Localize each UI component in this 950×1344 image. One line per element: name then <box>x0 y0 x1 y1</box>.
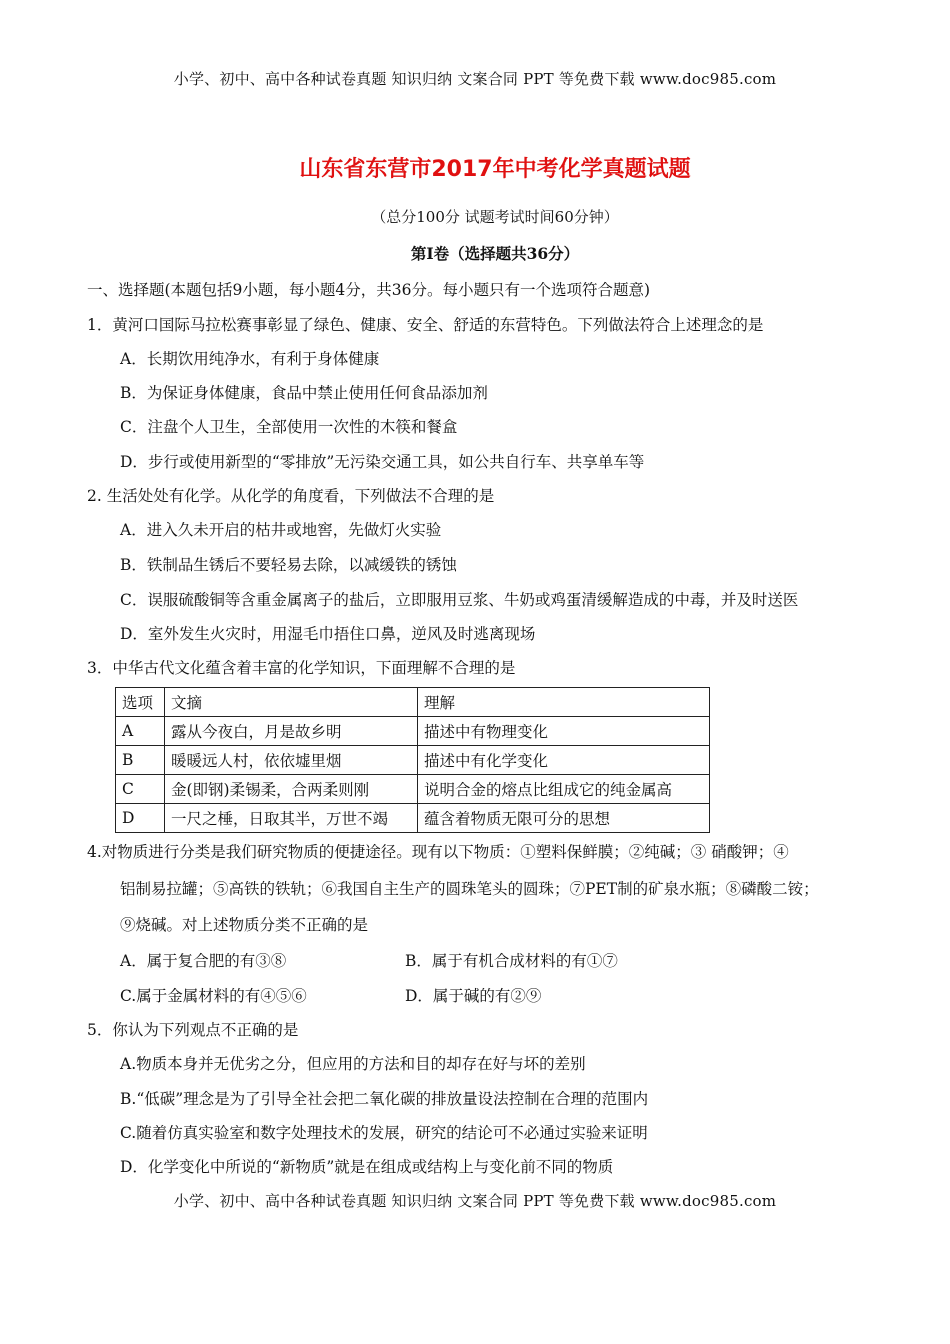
q2-option-a: A．进入久未开启的枯井或地窖，先做灯火实验 <box>120 521 442 539</box>
q3-table <box>115 687 710 833</box>
page-title: 山东省东营市2017年中考化学真题试题 <box>299 157 691 182</box>
q4-stem-line2: 铝制易拉罐；⑤高铁的铁轨；⑥我国自主生产的圆珠笔头的圆珠；⑦PET制的矿泉水瓶；⑧磷酸二铵； <box>120 880 819 898</box>
q4-stem-line1: 4.对物质进行分类是我们研究物质的便捷途径。现有以下物质：①塑料保鲜膜；②纯碱；③ 硝酸钾；④ <box>87 843 789 861</box>
q4-stem-line3: ⑨烧碱。对上述物质分类不正确的是 <box>120 916 369 934</box>
q5-option-c: C.随着仿真实验室和数字处理技术的发展，研究的结论可不必通过实验来证明 <box>120 1124 648 1142</box>
table-cell: 一尺之棰，日取其半，万世不竭 <box>165 804 418 833</box>
q1-option-c: C．注盘个人卫生，全部使用一次性的木筷和餐盒 <box>120 418 458 436</box>
q2-stem: 2. 生活处处有化学。从化学的角度看，下列做法不合理的是 <box>87 487 495 505</box>
table-header-cell: 选项 <box>116 688 165 717</box>
q5-stem: 5．你认为下列观点不正确的是 <box>87 1021 299 1039</box>
table-cell: 说明合金的熔点比组成它的纯金属高 <box>418 775 710 804</box>
table-cell: 蕴含着物质无限可分的思想 <box>418 804 710 833</box>
table-cell: 露从今夜白，月是故乡明 <box>165 717 418 746</box>
table-header-row <box>116 688 710 717</box>
q1-option-d: D．步行或使用新型的“零排放”无污染交通工具，如公共自行车、共享单车等 <box>120 453 645 471</box>
exam-info: （总分100分 试题考试时间60分钟） <box>371 208 619 226</box>
table-cell: B <box>116 746 165 775</box>
table-cell: 描述中有化学变化 <box>418 746 710 775</box>
q1-stem: 1．黄河口国际马拉松赛事彰显了绿色、健康、安全、舒适的东营特色。下列做法符合上述理念的是 <box>87 316 764 334</box>
table-cell: D <box>116 804 165 833</box>
q4-option-c: C.属于金属材料的有④⑤⑥ <box>120 987 307 1005</box>
table-cell: 金(即钢)柔锡柔，合两柔则刚 <box>165 775 418 804</box>
q4-option-d: D．属于碱的有②⑨ <box>405 987 542 1005</box>
table-cell: 暖暖远人村，依依墟里烟 <box>165 746 418 775</box>
q4-option-a: A．属于复合肥的有③⑧ <box>120 952 287 970</box>
page-footer: 小学、初中、高中各种试卷真题 知识归纳 文案合同 PPT 等免费下载 www.doc985.com <box>173 1192 777 1210</box>
q5-option-a: A.物质本身并无优劣之分，但应用的方法和目的却存在好与坏的差别 <box>120 1055 586 1073</box>
q2-option-d: D．室外发生火灾时，用湿毛巾捂住口鼻，逆风及时逃离现场 <box>120 625 536 643</box>
section-heading: 一、选择题(本题包括9小题，每小题4分，共36分。每小题只有一个选项符合题意) <box>87 281 651 299</box>
table-cell: A <box>116 717 165 746</box>
table-cell: C <box>116 775 165 804</box>
table-cell: 描述中有物理变化 <box>418 717 710 746</box>
q3-stem: 3．中华古代文化蕴含着丰富的化学知识，下面理解不合理的是 <box>87 659 516 677</box>
table-row <box>116 717 710 746</box>
table-header-cell: 文摘 <box>165 688 418 717</box>
table-row <box>116 804 710 833</box>
table-header-cell: 理解 <box>418 688 710 717</box>
page-header: 小学、初中、高中各种试卷真题 知识归纳 文案合同 PPT 等免费下载 www.doc985.com <box>173 70 777 88</box>
q1-option-a: A．长期饮用纯净水，有利于身体健康 <box>120 350 380 368</box>
q2-option-c: C．误服硫酸铜等含重金属离子的盐后，立即服用豆浆、牛奶或鸡蛋清缓解造成的中毒，并及时送医 <box>120 591 799 609</box>
q2-option-b: B．铁制品生锈后不要轻易去除，以减缓铁的锈蚀 <box>120 556 457 574</box>
table-row <box>116 775 710 804</box>
volume-heading: 第Ⅰ卷（选择题共36分） <box>410 244 580 263</box>
q5-option-b: B.“低碳”理念是为了引导全社会把二氧化碳的排放量设法控制在合理的范围内 <box>120 1090 649 1108</box>
q4-option-b: B．属于有机合成材料的有①⑦ <box>405 952 618 970</box>
q5-option-d: D．化学变化中所说的“新物质”就是在组成或结构上与变化前不同的物质 <box>120 1158 614 1176</box>
table-row <box>116 746 710 775</box>
q1-option-b: B．为保证身体健康，食品中禁止使用任何食品添加剂 <box>120 384 488 402</box>
